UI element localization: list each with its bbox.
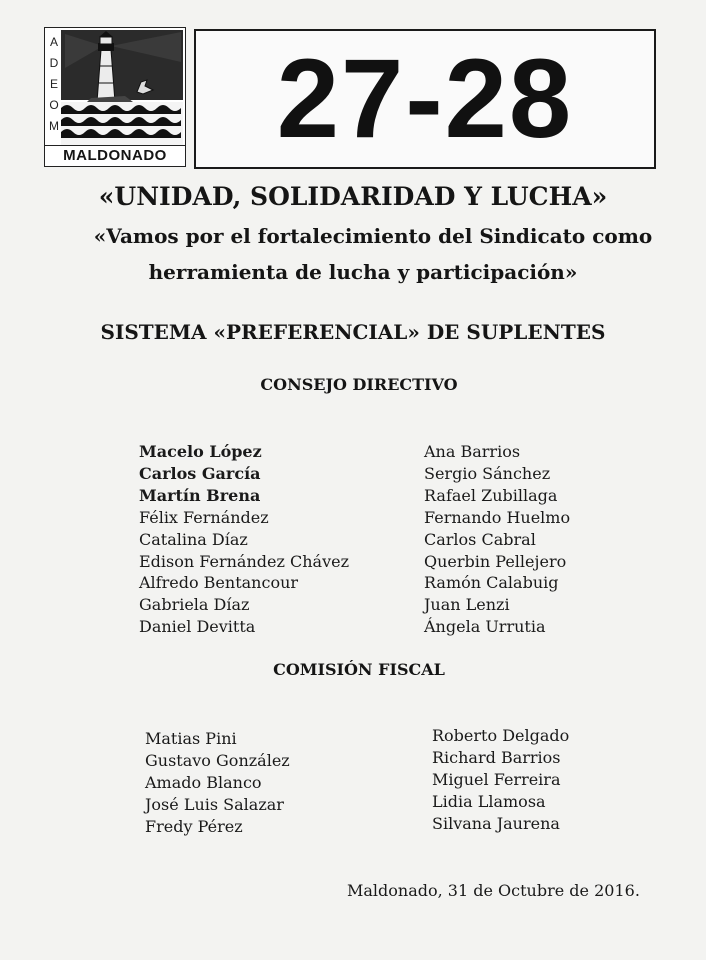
list-item: Miguel Ferreira — [432, 769, 561, 789]
list-item: Querbin Pellejero — [424, 551, 567, 571]
list-item: Fernando Huelmo — [424, 507, 571, 527]
subtitle-line-1: «Vamos por el fortalecimiento del Sindicato como — [93, 224, 653, 248]
comision-fiscal-title: COMISIÓN FISCAL — [273, 660, 445, 679]
list-item: Ana Barrios — [424, 442, 521, 461]
list-item: Daniel Devitta — [139, 617, 256, 637]
list-item: Gabriela Díaz — [139, 595, 250, 615]
list-item: Catalina Díaz — [139, 529, 248, 549]
logo-letter: E — [49, 77, 58, 91]
list-item: Lidia Llamosa — [432, 791, 546, 811]
consejo-left-list — [139, 441, 349, 638]
list-item: Carlos García — [139, 463, 261, 483]
list-item: José Luis Salazar — [145, 794, 284, 814]
logo-letter: O — [49, 98, 59, 112]
fiscal-right-list — [432, 725, 569, 835]
fiscal-left-list — [145, 728, 290, 838]
list-number: 27-28 — [276, 36, 574, 161]
list-item: Silvana Jaurena — [432, 813, 560, 833]
list-item: Ramón Calabuig — [424, 573, 559, 593]
list-item: Edison Fernández Chávez — [139, 551, 350, 571]
logo-letter: M — [49, 119, 59, 133]
document-date: Maldonado, 31 de Octubre de 2016. — [347, 881, 640, 900]
subtitle-line-2: herramienta de lucha y participación» — [148, 260, 578, 284]
consejo-directivo-title: CONSEJO DIRECTIVO — [260, 375, 458, 394]
list-item: Gustavo González — [145, 750, 290, 770]
list-item: Matias Pini — [145, 729, 237, 748]
list-item: Rafael Zubillaga — [424, 485, 558, 505]
list-item: Fredy Pérez — [145, 816, 243, 836]
list-item: Alfredo Bentancour — [139, 573, 299, 593]
logo-vertical-letters — [48, 32, 60, 137]
list-item: Martín Brena — [139, 485, 261, 505]
lighthouse-icon — [45, 28, 185, 146]
system-title: SISTEMA «PREFERENCIAL» DE SUPLENTES — [100, 320, 606, 344]
slogan: «UNIDAD, SOLIDARIDAD Y LUCHA» — [98, 182, 608, 211]
logo-letter: A — [49, 35, 58, 49]
list-item: Amado Blanco — [145, 772, 262, 792]
list-item: Carlos Cabral — [424, 529, 536, 549]
consejo-right-list — [424, 441, 570, 638]
list-number-box — [194, 29, 656, 169]
list-item: Félix Fernández — [139, 507, 269, 527]
list-item: Richard Barrios — [432, 747, 561, 767]
list-item: Juan Lenzi — [424, 595, 510, 615]
list-item: Macelo López — [139, 442, 262, 461]
adeom-logo — [44, 27, 186, 167]
list-item: Sergio Sánchez — [424, 463, 551, 483]
logo-letter: D — [49, 56, 59, 70]
list-item: Roberto Delgado — [432, 726, 570, 745]
logo-label: MALDONADO — [45, 145, 185, 166]
list-item: Ángela Urrutia — [424, 617, 546, 637]
